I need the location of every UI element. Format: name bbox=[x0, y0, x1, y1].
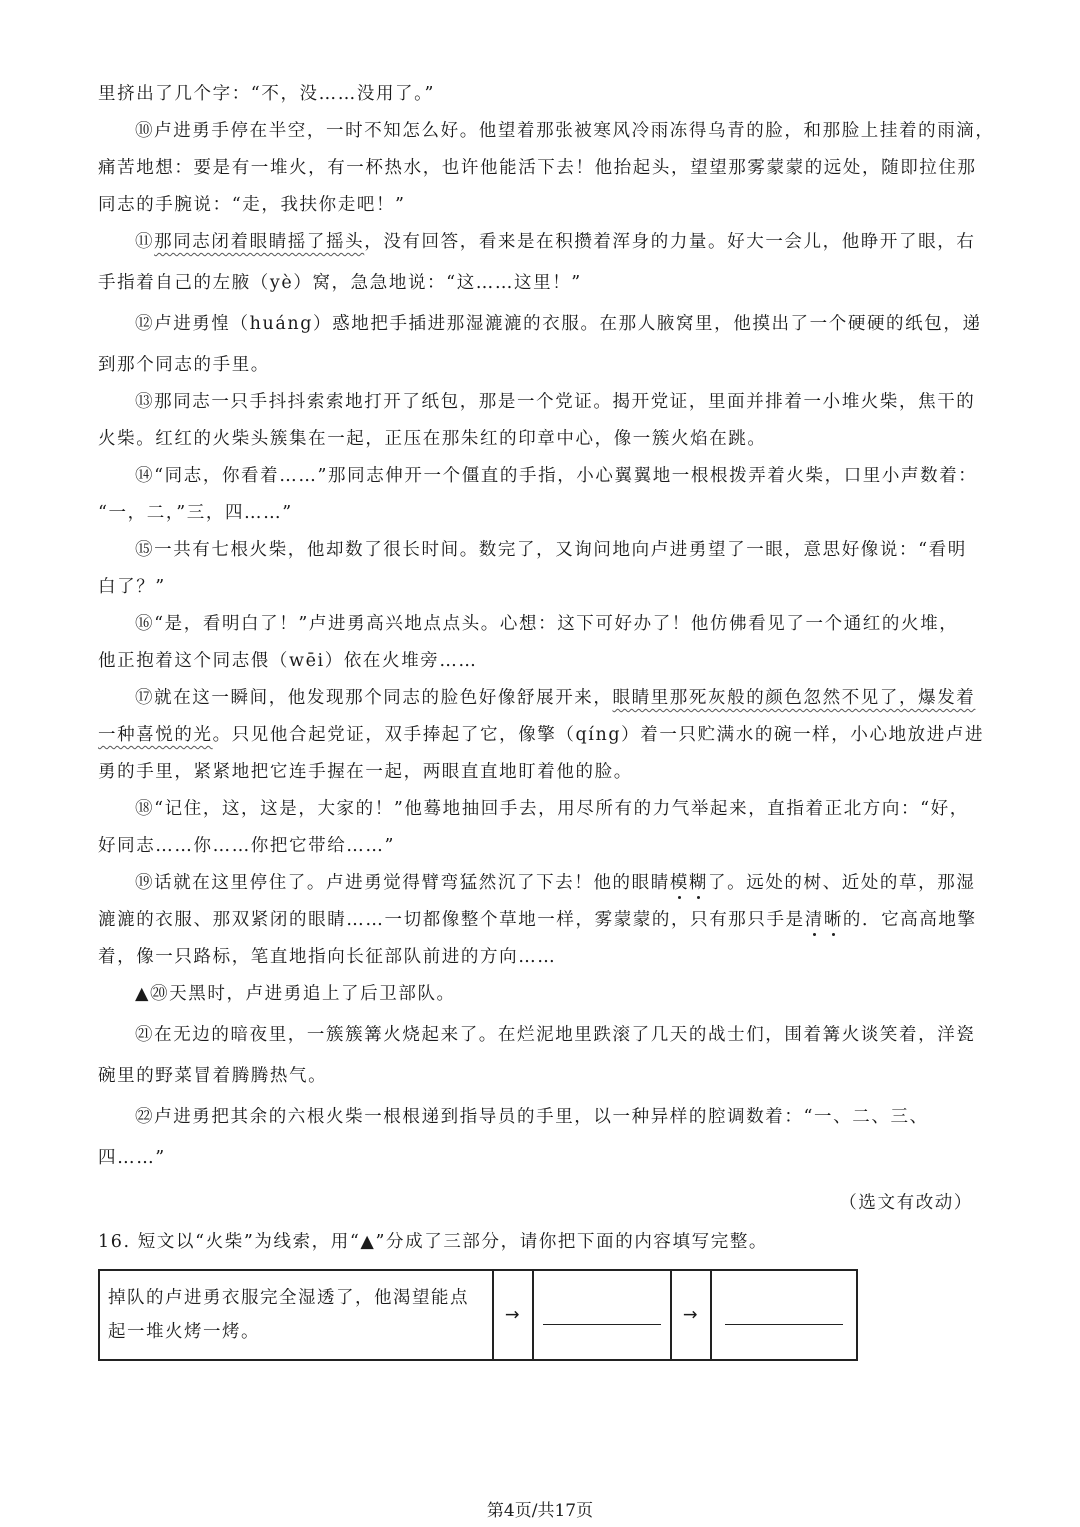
given-line-2: 起一堆火烤一烤。 bbox=[108, 1322, 260, 1342]
text-line-3: 同志的手腕说：“走，我扶你走吧！” bbox=[98, 195, 406, 215]
dotted-word-qingxi: 清晰 bbox=[804, 910, 843, 930]
paragraph-21: ㉑在无边的暗夜里，一簇簇篝火烧起来了。在烂泥地里跌滚了几天的战士们，围着篝火谈笑着，洋瓷 bbox=[135, 1025, 976, 1045]
blank-line-2[interactable] bbox=[725, 1306, 843, 1325]
text-line-15: 白了？” bbox=[98, 577, 166, 597]
paragraph-20: ▲⑳天黑时，卢进勇追上了后卫部队。 bbox=[135, 984, 456, 1004]
text-line-20 bbox=[98, 717, 983, 754]
blank-line-1[interactable] bbox=[543, 1306, 661, 1325]
answer-blank-2[interactable] bbox=[711, 1270, 857, 1360]
text-line-24: 好同志……你……你把它带给……” bbox=[98, 836, 396, 856]
paragraph-14: ⑭“同志，你看着……”那同志伸开一个僵直的手指，小心翼翼地一根根拨弄着火柴，口里小声数着： bbox=[135, 466, 978, 486]
source-note: （选文有改动） bbox=[839, 1193, 973, 1213]
text-segment: 的．它高高地擎 bbox=[842, 910, 977, 930]
arrow-cell-1: → bbox=[493, 1270, 533, 1360]
answer-table bbox=[98, 1269, 858, 1361]
paragraph-22: ㉒卢进勇把其余的六根火柴一根根递到指导员的手里，以一种异样的腔调数着：“一、二、三、 bbox=[135, 1107, 929, 1127]
document-page bbox=[98, 76, 995, 1361]
answer-blank-1[interactable] bbox=[533, 1270, 671, 1360]
text-line-7: 手指着自己的左腋（yè）窝，急急地说：“这……这里！” bbox=[98, 273, 582, 293]
text-segment: 。只见他合起党证，双手捧起了它，像擎（qíng）着一只贮满水的碗一样，小心地放进卢进 bbox=[212, 725, 985, 745]
page-footer: 第4页/共17页 bbox=[486, 1501, 594, 1521]
paragraph-number: ⑪ bbox=[135, 232, 155, 252]
paragraph-18: ⑱“记住，这，这是，大家的！”他蓦地抽回手去，用尽所有的力气举起来，直指着正北方向：“好， bbox=[135, 799, 969, 819]
text-line-11: 火柴。红红的火柴头簇集在一起，正压在那朱红的印章中心，像一簇火焰在跳。 bbox=[98, 429, 767, 449]
text-line-22: 勇的手里，紧紧地把它连手握在一起，两眼直直地盯着他的脸。 bbox=[98, 762, 633, 782]
wavy-underlined-text: 那同志闭着眼睛摇了摇头 bbox=[154, 232, 365, 252]
paragraph-12: ⑫卢进勇惶（huáng）惑地把手插进那湿漉漉的衣服。在那人腋窝里，他摸出了一个硬硬的纸包，递 bbox=[135, 314, 982, 334]
dotted-word-mohu bbox=[670, 873, 708, 893]
wavy-underlined-text: 眼睛里那死灰般的颜色忽然不见了，爆发着 bbox=[612, 688, 976, 708]
given-line-1: 掉队的卢进勇衣服完全湿透了，他渴望能点 bbox=[108, 1288, 469, 1308]
paragraph-16: ⑯“是，看明白了！”卢进勇高兴地点点头。心想：这下可好办了！他仿佛看见了一个通红的火堆， bbox=[135, 614, 959, 634]
text-line-17: 他正抱着这个同志偎（wēi）依在火堆旁…… bbox=[98, 651, 478, 671]
question-16: 16. 短文以“火柴”为线索，用“▲”分成了三部分，请你把下面的内容填写完整。 bbox=[98, 1232, 769, 1252]
text-segment: ，没有回答，看来是在积攒着浑身的力量。好大一会儿，他睁开了眼，右 bbox=[364, 232, 976, 252]
text-line-9: 到那个同志的手里。 bbox=[98, 355, 270, 375]
text-line-28 bbox=[98, 902, 983, 939]
paragraph-11 bbox=[98, 224, 983, 261]
text-line-0: 里挤出了几个字：“不，没……没用了。” bbox=[98, 84, 436, 104]
arrow-cell-2: → bbox=[671, 1270, 711, 1360]
paragraph-17 bbox=[98, 680, 983, 717]
paragraph-13: ⑬那同志一只手抖抖索索地打开了纸包，那是一个党证。揭开党证，里面并排着一小堆火柴，焦干的 bbox=[135, 392, 976, 412]
text-segment: 了。远处的树、近处的草，那湿 bbox=[708, 873, 976, 893]
paragraph-15: ⑮一共有七根火柴，他却数了很长时间。数完了，又询问地向卢进勇望了一眼，意思好像说：“看明 bbox=[135, 540, 967, 560]
paragraph-10: ⑩卢进勇手停在半空，一时不知怎么好。他望着那张被寒风冷雨冻得乌青的脸，和那脸上挂着的雨滴， bbox=[135, 121, 995, 141]
emphasis-text: 模糊 bbox=[669, 873, 709, 893]
text-line-13: “一，二，”三，四……” bbox=[98, 503, 293, 523]
text-line-36: 四……” bbox=[98, 1148, 166, 1168]
text-segment: ⑰就在这一瞬间，他发现那个同志的脸色好像舒展开来， bbox=[135, 688, 613, 708]
given-content-cell bbox=[99, 1270, 493, 1360]
paragraph-19 bbox=[98, 865, 983, 902]
text-line-2: 痛苦地想：要是有一堆火，有一杯热水，也许他能活下去！他抬起头，望望那雾蒙蒙的远处，随即拉住那 bbox=[98, 158, 977, 178]
wavy-underlined-text: 一种喜悦的光 bbox=[98, 725, 213, 745]
text-segment: ⑲话就在这里停住了。卢进勇觉得臂弯猛然沉了下去！他的眼睛 bbox=[135, 873, 670, 893]
text-line-31: 着，像一只路标，笔直地指向长征部队前进的方向…… bbox=[98, 947, 557, 967]
text-segment: 漉漉的衣服、那双紧闭的眼睛……一切都像整个草地一样，雾蒙蒙的，只有那只手是 bbox=[98, 910, 805, 930]
text-line-34: 碗里的野菜冒着腾腾热气。 bbox=[98, 1066, 328, 1086]
